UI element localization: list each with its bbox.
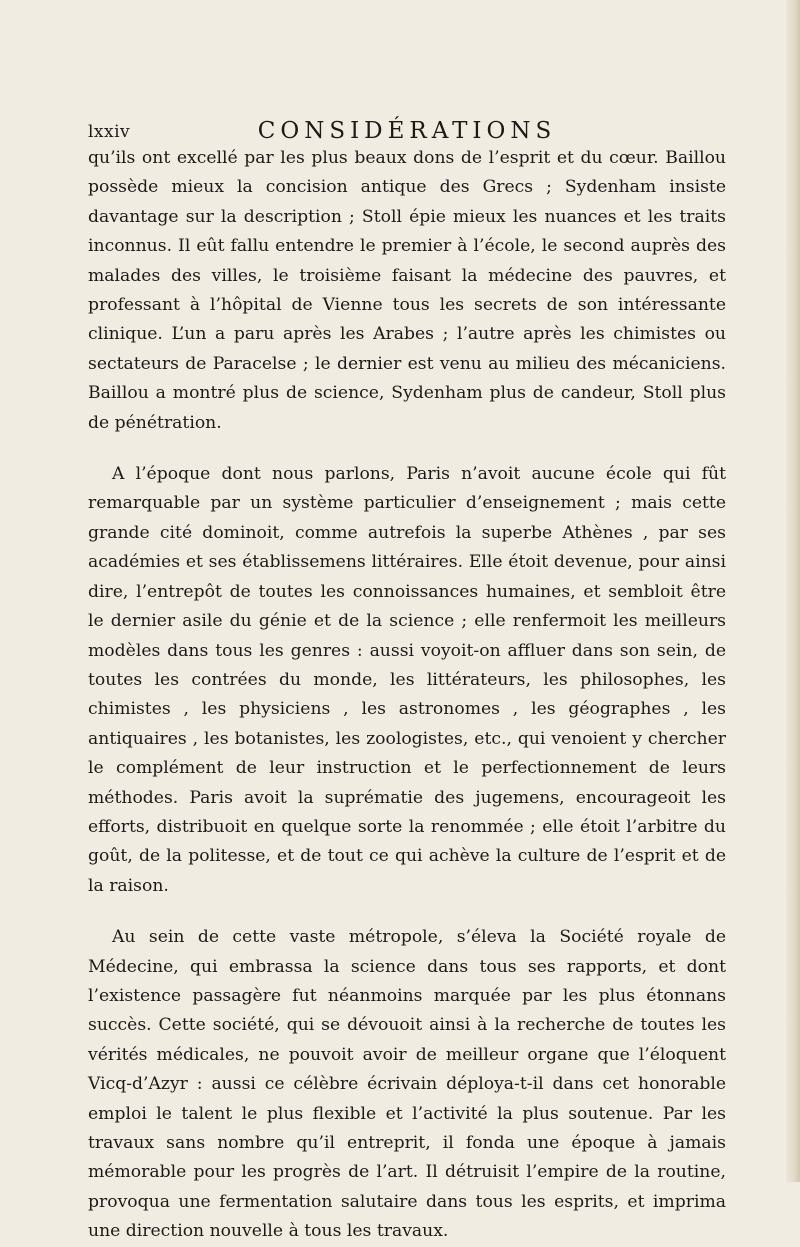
- page-edge-shadow: [786, 0, 800, 1182]
- body-text: [88, 144, 726, 1247]
- page-header: [88, 118, 726, 146]
- page-number: lxxiv: [88, 122, 131, 142]
- paragraph-1: qu’ils ont excellé par les plus beaux dons de l’esprit et du cœur. Baillou possède mieux la concision antique des Grecs ; Sydenham insiste davantage sur la description ; Stoll épie mieux les nuances et les traits inconnus. Il eût fallu entendre le premier à l’école, le second auprès des malades des villes, le troisième faisant la médecine des pauvres, et professant à l’hôpital de Vienne tous les secrets de son intéressante clinique. L’un a paru après les Arabes ; l’autre après les chimistes ou sectateurs de Paracelse ; le dernier est venu au milieu des mécaniciens. Baillou a montré plus de science, Sydenham plus de candeur, Stoll plus de pénétration.: [88, 148, 726, 433]
- paragraph-2: A l’époque dont nous parlons, Paris n’avoit aucune école qui fût remarquable par un système particulier d’enseignement ; mais cette grande cité dominoit, comme autrefois la superbe Athènes , par ses académies et ses établissemens littéraires. Elle étoit devenue, pour ainsi dire, l’entrepôt de toutes les connoissances humaines, et sembloit être le dernier asile du génie et de la science ; elle renfermoit les meilleurs modèles dans tous les genres : aussi voyoit-on affluer dans son sein, de toutes les contrées du monde, les littérateurs, les philosophes, les chimistes , les physiciens , les astronomes , les géographes , les antiquaires , les botanistes, les zoologistes, etc., qui venoient y chercher le complément de leur instruction et le perfectionnement de leurs méthodes. Paris avoit la suprématie des jugemens, encourageoit les efforts, distribuoit en quelque sorte la renommée ; elle étoit l’arbitre du goût, de la politesse, et de tout ce qui achève la culture de l’esprit et de la raison.: [88, 464, 726, 896]
- running-title: CONSIDÉRATIONS: [257, 118, 557, 144]
- paragraph-3: Au sein de cette vaste métropole, s’éleva la Société royale de Médecine, qui embrassa la science dans tous ses rapports, et dont l’existence passagère fut néanmoins marquée par les plus étonnans succès. Cette société, qui se dévouoit ainsi à la recherche de toutes les vérités médicales, ne pouvoit avoir de meilleur organe que l’éloquent Vicq-d’Azyr : aussi ce célèbre écrivain déploya-t-il dans cet honorable emploi le talent le plus flexible et l’activité la plus soutenue. Par les travaux sans nombre qu’il entreprit, il fonda une époque à jamais mémorable pour les progrès de l’art. Il détruisit l’empire de la routine, provoqua une fermentation salutaire dans tous les esprits, et imprima une direction nouvelle à tous les travaux.: [88, 927, 726, 1242]
